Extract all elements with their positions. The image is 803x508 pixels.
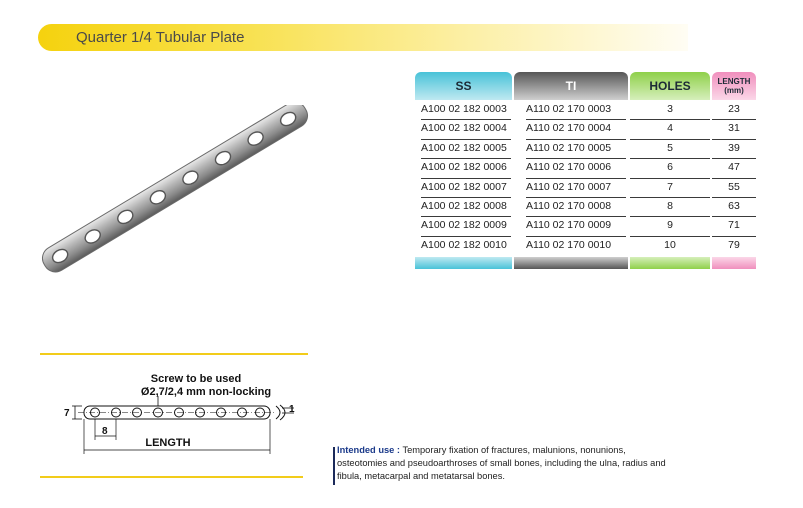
header-length bbox=[712, 72, 756, 100]
screw-label: Screw to be used bbox=[150, 373, 242, 385]
footer-holes-bar bbox=[630, 257, 710, 269]
intended-use bbox=[337, 444, 677, 483]
cell-length: 23 bbox=[712, 100, 756, 120]
intended-use-bar bbox=[333, 447, 335, 485]
title-banner bbox=[38, 24, 688, 51]
cell-length: 71 bbox=[712, 216, 756, 236]
screw-spec: Ø2,7/2,4 mm non-locking bbox=[140, 386, 272, 398]
cell-holes: 8 bbox=[630, 197, 710, 217]
cell-ti: A110 02 170 0003 bbox=[526, 100, 626, 120]
cell-ti: A110 02 170 0006 bbox=[526, 158, 626, 178]
cell-ti: A110 02 170 0009 bbox=[526, 216, 626, 236]
header-length-label: LENGTH bbox=[717, 77, 751, 86]
technical-diagram bbox=[58, 368, 303, 468]
cell-holes: 3 bbox=[630, 100, 710, 120]
table-row bbox=[415, 216, 756, 235]
header-ti: TI bbox=[514, 72, 628, 100]
cell-ss: A100 02 182 0008 bbox=[421, 197, 511, 217]
product-table bbox=[415, 72, 756, 269]
footer-length-bar bbox=[712, 257, 756, 269]
cell-holes: 5 bbox=[630, 139, 710, 159]
dim-height: 7 bbox=[64, 408, 70, 419]
table-row bbox=[415, 178, 756, 197]
table-footer bbox=[415, 257, 756, 269]
cell-ss: A100 02 182 0010 bbox=[421, 238, 507, 251]
cell-length: 79 bbox=[728, 238, 740, 251]
cell-holes: 9 bbox=[630, 216, 710, 236]
cell-holes: 6 bbox=[630, 158, 710, 178]
table-row bbox=[415, 119, 756, 138]
intended-use-label: Intended use : bbox=[337, 445, 401, 455]
cell-ss: A100 02 182 0006 bbox=[421, 158, 511, 178]
footer-ti-bar bbox=[514, 257, 628, 269]
cell-length: 55 bbox=[712, 178, 756, 198]
cell-ti: A110 02 170 0004 bbox=[526, 119, 626, 139]
table-row bbox=[415, 236, 756, 255]
cell-holes: 7 bbox=[630, 178, 710, 198]
cell-holes: 4 bbox=[630, 119, 710, 139]
table-body bbox=[415, 100, 756, 255]
diagram-bottom-rule bbox=[40, 476, 303, 478]
cell-ss: A100 02 182 0007 bbox=[421, 178, 511, 198]
cell-holes: 10 bbox=[664, 238, 676, 251]
table-row bbox=[415, 197, 756, 216]
table-row bbox=[415, 100, 756, 119]
cell-length: 63 bbox=[712, 197, 756, 217]
cell-ti: A110 02 170 0005 bbox=[526, 139, 626, 159]
cell-ti: A110 02 170 0007 bbox=[526, 178, 626, 198]
header-holes: HOLES bbox=[630, 72, 710, 100]
header-ss: SS bbox=[415, 72, 512, 100]
dim-thickness: 1 bbox=[289, 404, 295, 415]
cell-ss: A100 02 182 0009 bbox=[421, 216, 511, 236]
footer-ss-bar bbox=[415, 257, 512, 269]
diagram-top-rule bbox=[40, 353, 308, 355]
table-row bbox=[415, 158, 756, 177]
cell-ti: A110 02 170 0008 bbox=[526, 197, 626, 217]
cell-ss: A100 02 182 0003 bbox=[421, 100, 511, 120]
cell-ti: A110 02 170 0010 bbox=[526, 238, 612, 251]
cell-ss: A100 02 182 0005 bbox=[421, 139, 511, 159]
table-header bbox=[415, 72, 756, 100]
plate-image bbox=[40, 105, 310, 285]
cell-length: 31 bbox=[712, 119, 756, 139]
cell-ss: A100 02 182 0004 bbox=[421, 119, 511, 139]
table-row bbox=[415, 139, 756, 158]
cell-length: 39 bbox=[712, 139, 756, 159]
cell-length: 47 bbox=[712, 158, 756, 178]
dim-length: LENGTH bbox=[145, 437, 191, 449]
header-length-unit: (mm) bbox=[724, 86, 744, 95]
page-title: Quarter 1/4 Tubular Plate bbox=[76, 29, 245, 46]
intended-use-text: Temporary fixation of fractures, malunions, nonunions, osteotomies and pseudoarthroses of small bones, including the ulna, radius and fibula, metacarpal and metatarsal bones. bbox=[337, 445, 666, 481]
dim-spacing: 8 bbox=[102, 426, 108, 437]
